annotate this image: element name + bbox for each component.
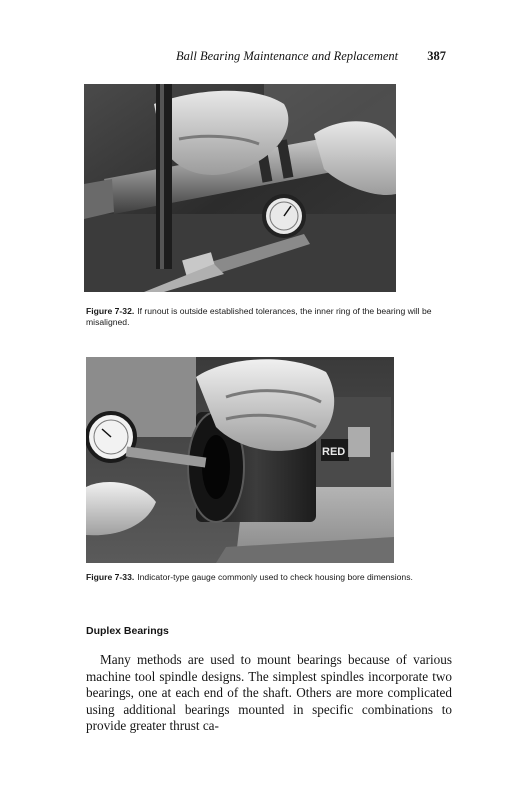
figure-label: Figure 7-33. <box>86 572 135 582</box>
caption-text: If runout is outside established tolerances, the inner ring of the bearing will be misaligned. <box>86 306 432 327</box>
caption-text: Indicator-type gauge commonly used to check housing bore dimensions. <box>137 572 413 582</box>
page-number: 387 <box>427 49 446 63</box>
section-heading: Duplex Bearings <box>86 625 169 637</box>
body-paragraph: Many methods are used to mount bearings because of various machine tool spindle designs. The simplest spindles incorporate two bearings, one at each end of the shaft. Others are more complicated using additional bearings mounted in specific combinations to provide greater thrust ca- <box>86 652 452 734</box>
figure-7-32-photo <box>84 84 396 292</box>
figure-7-33-caption <box>86 572 466 583</box>
running-header <box>176 49 446 64</box>
photo-label-red: RED <box>322 446 346 458</box>
figure-label: Figure 7-32. <box>86 306 135 316</box>
running-title: Ball Bearing Maintenance and Replacement <box>176 49 399 63</box>
figure-7-33-photo <box>86 357 394 563</box>
figure-7-32-caption <box>86 306 456 328</box>
